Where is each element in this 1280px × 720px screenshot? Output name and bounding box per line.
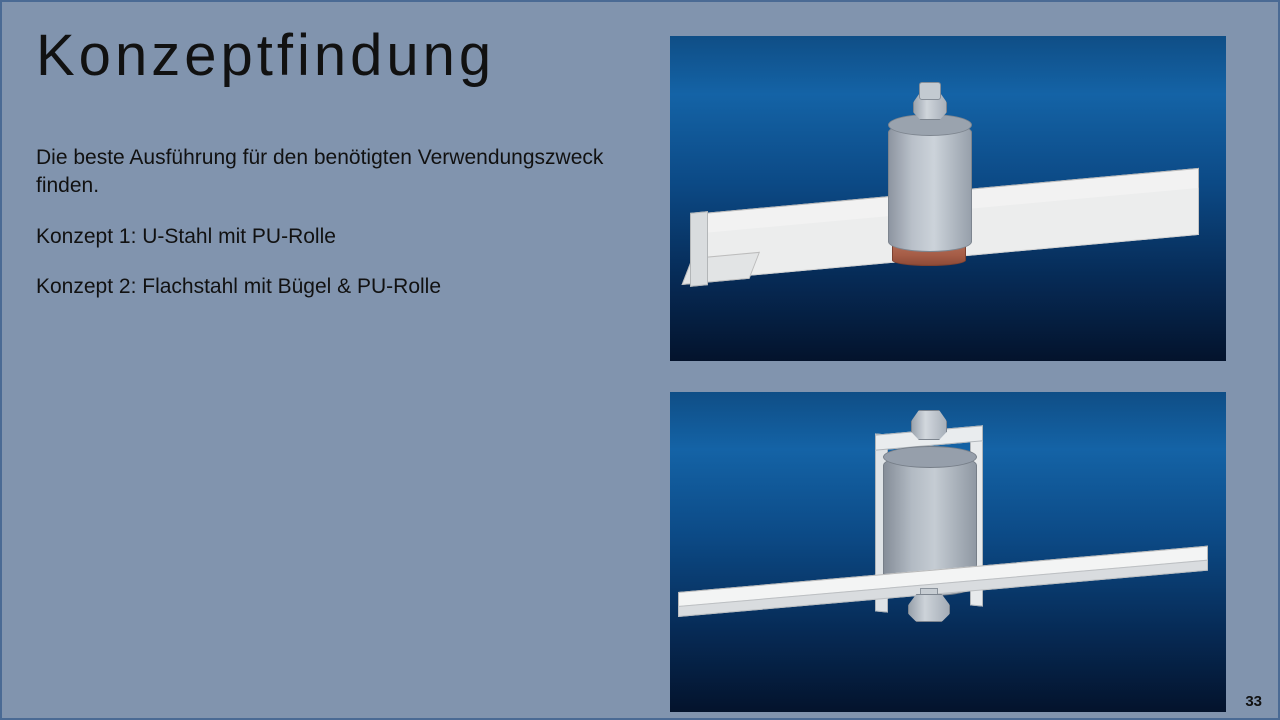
konzept-1-cad-render [670,36,1226,361]
page-number: 33 [1245,693,1262,710]
body-paragraph-2: Konzept 1: U-Stahl mit PU-Rolle [36,224,336,248]
body-paragraph-3: Konzept 2: Flachstahl mit Bügel & PU-Rolle [36,275,442,299]
hex-nut-lower-icon [908,594,950,622]
roller-cylinder [888,122,972,252]
page-title: Konzeptfindung [36,23,496,88]
body-paragraph-1: Die beste Ausführung für den benötigten Verwendungszweck finden. [36,146,604,198]
roller-top-face [883,446,977,468]
hex-nut-icon [911,410,947,440]
u-beam-end-face [690,211,708,287]
konzept-2-cad-render [670,392,1226,712]
slide-body-text [36,144,636,301]
bolt-head [919,82,941,100]
